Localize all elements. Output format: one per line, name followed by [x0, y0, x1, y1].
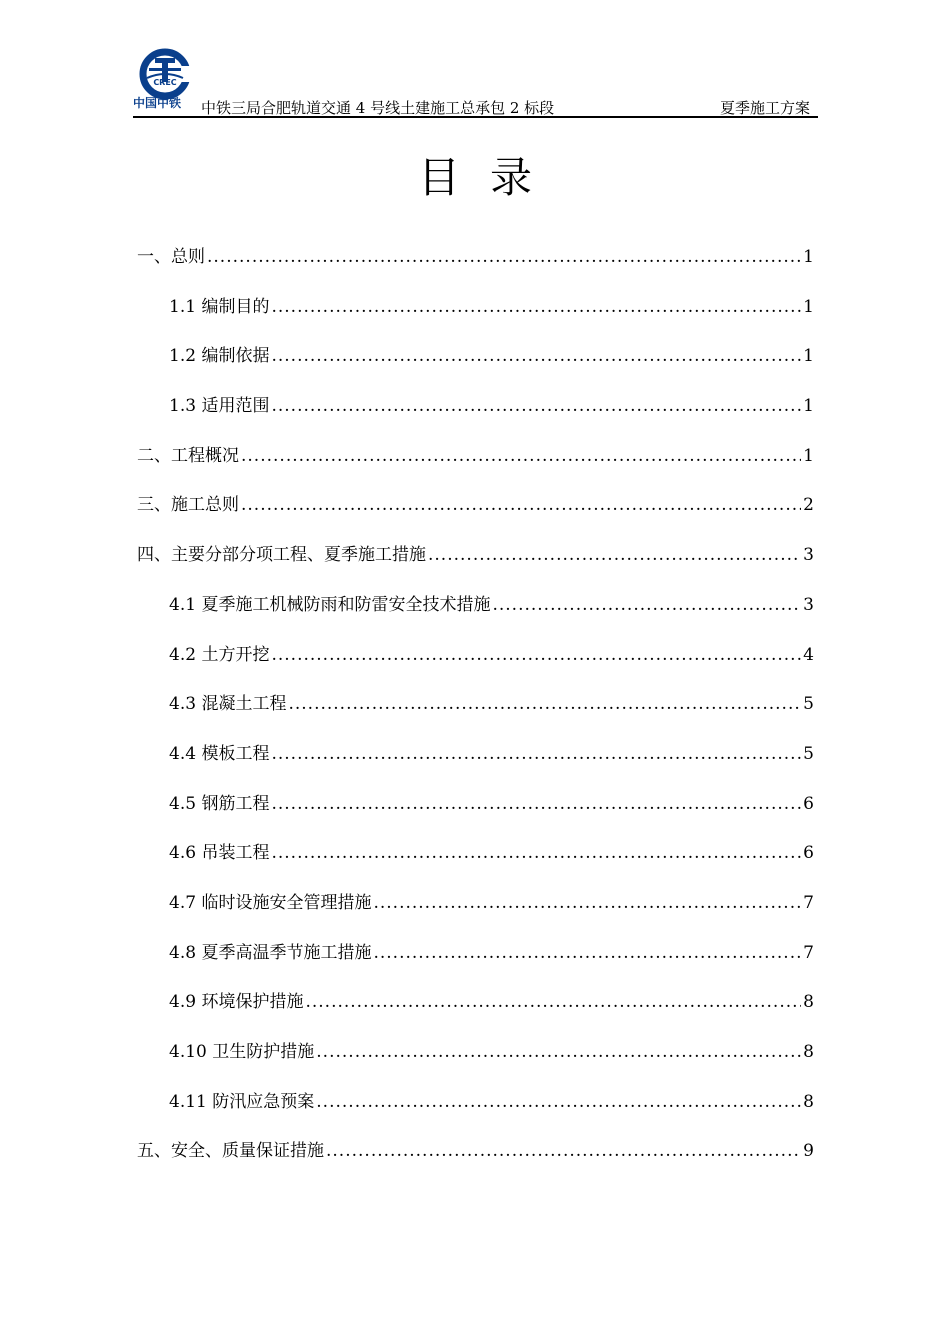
- toc-entry[interactable]: [137, 985, 814, 1035]
- toc-entry-page-number: 8: [803, 992, 814, 1013]
- table-of-contents: [137, 240, 814, 1184]
- toc-entry[interactable]: [137, 439, 814, 489]
- toc-entry-page-number: 7: [803, 892, 814, 913]
- toc-dot-leader: [373, 936, 801, 970]
- toc-entry[interactable]: [137, 290, 814, 340]
- toc-entry-page-number: 1: [803, 296, 814, 317]
- toc-dot-leader: [271, 638, 801, 672]
- toc-entry[interactable]: [137, 240, 814, 290]
- toc-dot-leader: [428, 538, 801, 572]
- toc-entry[interactable]: [137, 787, 814, 837]
- toc-entry-page-number: 1: [803, 396, 814, 417]
- toc-dot-leader: [241, 488, 801, 522]
- toc-entry-label: 1.1 编制目的: [169, 296, 270, 317]
- toc-dot-leader: [241, 439, 801, 473]
- project-name: 中铁三局合肥轨道交通 4 号线土建施工总承包 2 标段: [201, 99, 555, 117]
- toc-entry-label: 二、工程概况: [137, 445, 239, 466]
- toc-entry[interactable]: [137, 1134, 814, 1184]
- toc-entry[interactable]: [137, 389, 814, 439]
- header-divider: [133, 116, 818, 118]
- toc-entry-page-number: 1: [803, 445, 814, 466]
- toc-entry-page-number: 6: [803, 843, 814, 864]
- toc-entry-label: 4.1 夏季施工机械防雨和防雷安全技术措施: [169, 594, 491, 615]
- toc-dot-leader: [271, 836, 801, 870]
- toc-entry[interactable]: [137, 737, 814, 787]
- toc-entry-label: 四、主要分部分项工程、夏季施工措施: [137, 545, 426, 566]
- page-header: [133, 48, 818, 118]
- toc-entry-label: 4.2 土方开挖: [169, 644, 270, 665]
- logo-caption: 中国中铁: [133, 96, 182, 110]
- toc-entry[interactable]: [137, 687, 814, 737]
- toc-entry-label: 4.9 环境保护措施: [169, 992, 304, 1013]
- toc-entry[interactable]: [137, 339, 814, 389]
- toc-dot-leader: [492, 588, 801, 622]
- toc-entry-page-number: 1: [803, 247, 814, 267]
- toc-entry-label: 4.8 夏季高温季节施工措施: [169, 942, 372, 963]
- toc-entry[interactable]: [137, 538, 814, 588]
- toc-dot-leader: [271, 389, 801, 423]
- toc-entry-page-number: 8: [803, 1091, 814, 1112]
- toc-dot-leader: [288, 687, 801, 721]
- toc-entry-label: 4.4 模板工程: [169, 743, 270, 764]
- toc-entry-page-number: 4: [803, 644, 814, 665]
- toc-dot-leader: [305, 985, 801, 1019]
- toc-entry[interactable]: [137, 588, 814, 638]
- toc-entry-page-number: 6: [803, 793, 814, 814]
- toc-entry-label: 4.10 卫生防护措施: [169, 1042, 315, 1062]
- toc-dot-leader: [271, 339, 801, 373]
- toc-entry[interactable]: [137, 886, 814, 936]
- toc-entry-page-number: 9: [803, 1141, 814, 1162]
- document-name: 夏季施工方案: [719, 99, 810, 117]
- toc-dot-leader: [373, 886, 801, 920]
- toc-entry-label: 4.5 钢筋工程: [169, 793, 270, 814]
- toc-entry[interactable]: [137, 1085, 814, 1135]
- toc-dot-leader: [271, 737, 801, 771]
- toc-entry[interactable]: [137, 488, 814, 538]
- toc-entry-page-number: 2: [803, 495, 814, 516]
- toc-entry-page-number: 8: [803, 1042, 814, 1062]
- toc-entry-label: 4.7 临时设施安全管理措施: [169, 892, 372, 913]
- toc-dot-leader: [326, 1134, 801, 1168]
- page-title: 目录: [417, 153, 562, 202]
- toc-entry[interactable]: [137, 936, 814, 986]
- toc-dot-leader: [207, 240, 801, 274]
- toc-dot-leader: [316, 1085, 801, 1119]
- svg-text:CREC: CREC: [153, 78, 177, 87]
- toc-entry-label: 五、安全、质量保证措施: [137, 1141, 324, 1162]
- toc-entry[interactable]: [137, 1035, 814, 1085]
- toc-entry-label: 一、总则: [137, 247, 205, 267]
- toc-entry-page-number: 5: [803, 694, 814, 715]
- toc-entry-label: 三、施工总则: [137, 495, 239, 516]
- toc-entry-page-number: 3: [803, 545, 814, 566]
- toc-entry-label: 4.3 混凝土工程: [169, 694, 287, 715]
- toc-entry-page-number: 7: [803, 942, 814, 963]
- toc-dot-leader: [316, 1035, 801, 1069]
- toc-entry-page-number: 1: [803, 346, 814, 367]
- toc-entry-page-number: 5: [803, 743, 814, 764]
- toc-entry-label: 4.6 吊装工程: [169, 843, 270, 864]
- toc-entry-label: 1.3 适用范围: [169, 396, 270, 417]
- toc-entry-page-number: 3: [803, 594, 814, 615]
- toc-entry-label: 4.11 防汛应急预案: [169, 1091, 315, 1112]
- toc-dot-leader: [271, 290, 801, 324]
- toc-dot-leader: [271, 787, 801, 821]
- toc-entry-label: 1.2 编制依据: [169, 346, 270, 367]
- toc-entry[interactable]: [137, 638, 814, 688]
- toc-entry[interactable]: [137, 836, 814, 886]
